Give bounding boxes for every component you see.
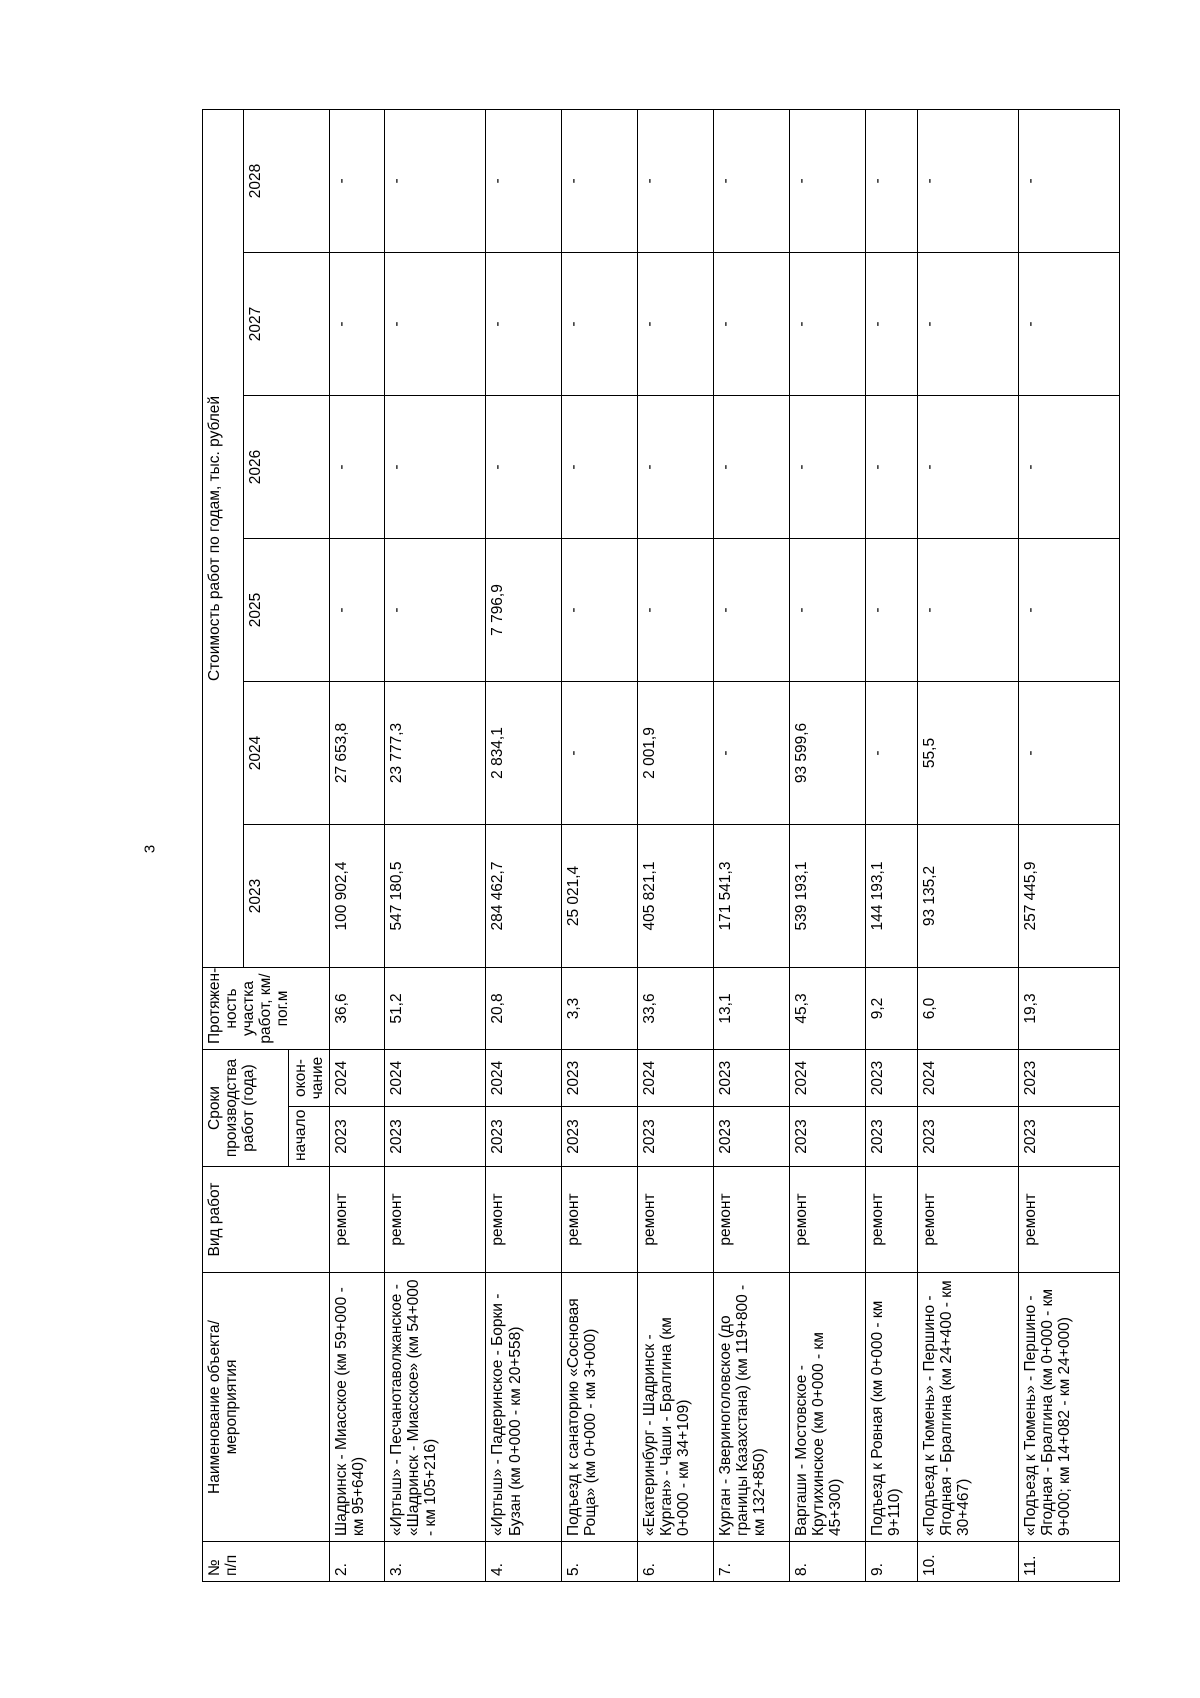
row-end: 2024 — [638, 1050, 714, 1107]
row-cost-2026: - — [385, 396, 486, 539]
row-cost-2025: 7 796,9 — [486, 539, 562, 682]
header-name: Наименование объекта/ мероприятия — [203, 1273, 330, 1542]
header-num: № п/п — [203, 1542, 330, 1582]
row-cost-2023: 100 902,4 — [330, 825, 385, 968]
header-terms: Сроки производства работ (года) — [203, 1050, 289, 1167]
row-type: ремонт — [562, 1167, 638, 1273]
row-cost-2027: - — [917, 253, 1018, 396]
row-start: 2023 — [385, 1107, 486, 1167]
row-start: 2023 — [865, 1107, 917, 1167]
row-name: «Подъезд к Тюмень» - Першино - Ягодная - Бралгина (км 24+400 - км 30+467) — [917, 1273, 1018, 1542]
row-start: 2023 — [917, 1107, 1018, 1167]
row-type: ремонт — [789, 1167, 865, 1273]
row-cost-2023: 25 021,4 — [562, 825, 638, 968]
row-type: ремонт — [330, 1167, 385, 1273]
row-length: 9,2 — [865, 968, 917, 1050]
header-year-2027: 2027 — [244, 253, 330, 396]
row-cost-2023: 405 821,1 — [638, 825, 714, 968]
row-type: ремонт — [486, 1167, 562, 1273]
row-num: 10. — [917, 1542, 1018, 1582]
page-number: 3 — [141, 844, 159, 854]
row-cost-2023: 284 462,7 — [486, 825, 562, 968]
row-type: ремонт — [1018, 1167, 1119, 1273]
row-name: Шадринск - Миасское (км 59+000 - км 95+640) — [330, 1273, 385, 1542]
row-cost-2028: - — [330, 109, 385, 252]
row-start: 2023 — [330, 1107, 385, 1167]
row-cost-2028: - — [1018, 109, 1119, 252]
row-type: ремонт — [917, 1167, 1018, 1273]
row-num: 5. — [562, 1542, 638, 1582]
header-year-2028: 2028 — [244, 109, 330, 252]
row-name: Варгаши - Мостовское - Крутихинское (км 0+000 - км 45+300) — [789, 1273, 865, 1542]
row-cost-2024: 93 599,6 — [789, 682, 865, 825]
header-end: окон-чание — [289, 1050, 330, 1107]
row-length: 20,8 — [486, 968, 562, 1050]
row-num: 8. — [789, 1542, 865, 1582]
row-cost-2028: - — [789, 109, 865, 252]
row-end: 2023 — [714, 1050, 790, 1107]
row-num: 4. — [486, 1542, 562, 1582]
row-cost-2027: - — [486, 253, 562, 396]
row-cost-2026: - — [1018, 396, 1119, 539]
row-cost-2025: - — [385, 539, 486, 682]
header-row-1 — [203, 109, 244, 1581]
row-num: 6. — [638, 1542, 714, 1582]
row-type: ремонт — [714, 1167, 790, 1273]
table-row — [330, 109, 385, 1581]
row-cost-2026: - — [562, 396, 638, 539]
row-end: 2023 — [1018, 1050, 1119, 1107]
row-cost-2027: - — [638, 253, 714, 396]
row-cost-2027: - — [865, 253, 917, 396]
row-cost-2027: - — [385, 253, 486, 396]
row-cost-2028: - — [714, 109, 790, 252]
row-end: 2023 — [562, 1050, 638, 1107]
row-name: Подъезд к санаторию «Сосновая Роща» (км 0+000 - км 3+000) — [562, 1273, 638, 1542]
row-cost-2025: - — [1018, 539, 1119, 682]
row-type: ремонт — [385, 1167, 486, 1273]
row-cost-2024: 23 777,3 — [385, 682, 486, 825]
row-cost-2025: - — [865, 539, 917, 682]
table-row — [486, 109, 562, 1581]
table-row — [562, 109, 638, 1581]
rotated-table-frame — [202, 110, 1120, 1582]
row-name: «Подъезд к Тюмень» - Першино - Ягодная - Бралгина (км 0+000 - км 9+000; км 14+082 - км 24+000) — [1018, 1273, 1119, 1542]
row-cost-2024: - — [1018, 682, 1119, 825]
row-num: 2. — [330, 1542, 385, 1582]
row-start: 2023 — [714, 1107, 790, 1167]
table-container — [202, 110, 1120, 1582]
table-header — [203, 109, 330, 1581]
row-cost-2028: - — [486, 109, 562, 252]
row-length: 19,3 — [1018, 968, 1119, 1050]
header-type: Вид работ — [203, 1167, 330, 1273]
row-cost-2025: - — [638, 539, 714, 682]
table-body — [330, 109, 1120, 1581]
row-start: 2023 — [638, 1107, 714, 1167]
row-cost-2023: 144 193,1 — [865, 825, 917, 968]
row-cost-2024: 55,5 — [917, 682, 1018, 825]
row-type: ремонт — [638, 1167, 714, 1273]
row-length: 51,2 — [385, 968, 486, 1050]
row-cost-2024: - — [562, 682, 638, 825]
row-end: 2024 — [486, 1050, 562, 1107]
row-cost-2026: - — [638, 396, 714, 539]
row-cost-2025: - — [330, 539, 385, 682]
row-length: 6,0 — [917, 968, 1018, 1050]
header-cost: Стоимость работ по годам, тыс. рублей — [203, 109, 244, 967]
row-name: «Екатеринбург - Шадринск - Курган» - Чаши - Бралгина (км 0+000 - км 34+109) — [638, 1273, 714, 1542]
row-start: 2023 — [1018, 1107, 1119, 1167]
row-cost-2026: - — [330, 396, 385, 539]
row-cost-2027: - — [562, 253, 638, 396]
row-cost-2027: - — [1018, 253, 1119, 396]
table-row — [385, 109, 486, 1581]
table-row — [789, 109, 865, 1581]
row-cost-2026: - — [486, 396, 562, 539]
row-num: 3. — [385, 1542, 486, 1582]
works-table — [202, 109, 1120, 1582]
table-row — [638, 109, 714, 1581]
row-cost-2025: - — [789, 539, 865, 682]
row-cost-2026: - — [714, 396, 790, 539]
row-cost-2026: - — [917, 396, 1018, 539]
row-end: 2024 — [917, 1050, 1018, 1107]
row-length: 3,3 — [562, 968, 638, 1050]
row-name: Курган - Звериноголовское (до границы Казахстана) (км 119+800 - км 132+850) — [714, 1273, 790, 1542]
row-cost-2025: - — [714, 539, 790, 682]
row-end: 2024 — [330, 1050, 385, 1107]
row-length: 33,6 — [638, 968, 714, 1050]
row-length: 45,3 — [789, 968, 865, 1050]
row-cost-2024: - — [714, 682, 790, 825]
row-cost-2028: - — [562, 109, 638, 252]
row-end: 2024 — [789, 1050, 865, 1107]
row-type: ремонт — [865, 1167, 917, 1273]
row-cost-2023: 171 541,3 — [714, 825, 790, 968]
row-cost-2026: - — [789, 396, 865, 539]
row-cost-2026: - — [865, 396, 917, 539]
row-cost-2025: - — [562, 539, 638, 682]
header-year-2024: 2024 — [244, 682, 330, 825]
row-cost-2024: 27 653,8 — [330, 682, 385, 825]
row-cost-2028: - — [865, 109, 917, 252]
table-row — [714, 109, 790, 1581]
header-year-2023: 2023 — [244, 825, 330, 968]
row-start: 2023 — [562, 1107, 638, 1167]
row-start: 2023 — [486, 1107, 562, 1167]
row-end: 2024 — [385, 1050, 486, 1107]
header-year-2025: 2025 — [244, 539, 330, 682]
row-num: 9. — [865, 1542, 917, 1582]
row-cost-2027: - — [330, 253, 385, 396]
row-cost-2025: - — [917, 539, 1018, 682]
row-length: 36,6 — [330, 968, 385, 1050]
row-cost-2028: - — [385, 109, 486, 252]
row-cost-2023: 539 193,1 — [789, 825, 865, 968]
header-start: начало — [289, 1107, 330, 1167]
row-name: «Иртыш» - Падеринское - Борки - Бузан (км 0+000 - км 20+558) — [486, 1273, 562, 1542]
row-cost-2028: - — [917, 109, 1018, 252]
row-name: «Иртыш» - Песчанотаволжанское - «Шадринск - Миасское» (км 54+000 - км 105+216) — [385, 1273, 486, 1542]
row-cost-2023: 93 135,2 — [917, 825, 1018, 968]
table-row — [865, 109, 917, 1581]
row-cost-2027: - — [714, 253, 790, 396]
row-cost-2024: - — [865, 682, 917, 825]
row-end: 2023 — [865, 1050, 917, 1107]
row-start: 2023 — [789, 1107, 865, 1167]
row-num: 7. — [714, 1542, 790, 1582]
header-year-2026: 2026 — [244, 396, 330, 539]
row-num: 11. — [1018, 1542, 1119, 1582]
row-cost-2023: 257 445,9 — [1018, 825, 1119, 968]
row-cost-2028: - — [638, 109, 714, 252]
row-cost-2023: 547 180,5 — [385, 825, 486, 968]
row-length: 13,1 — [714, 968, 790, 1050]
row-name: Подъезд к Ровная (км 0+000 - км 9+110) — [865, 1273, 917, 1542]
table-row — [917, 109, 1018, 1581]
table-row — [1018, 109, 1119, 1581]
row-cost-2024: 2 834,1 — [486, 682, 562, 825]
row-cost-2027: - — [789, 253, 865, 396]
row-cost-2024: 2 001,9 — [638, 682, 714, 825]
header-length: Протяжен-ность участка работ, км/пог.м — [203, 968, 330, 1050]
